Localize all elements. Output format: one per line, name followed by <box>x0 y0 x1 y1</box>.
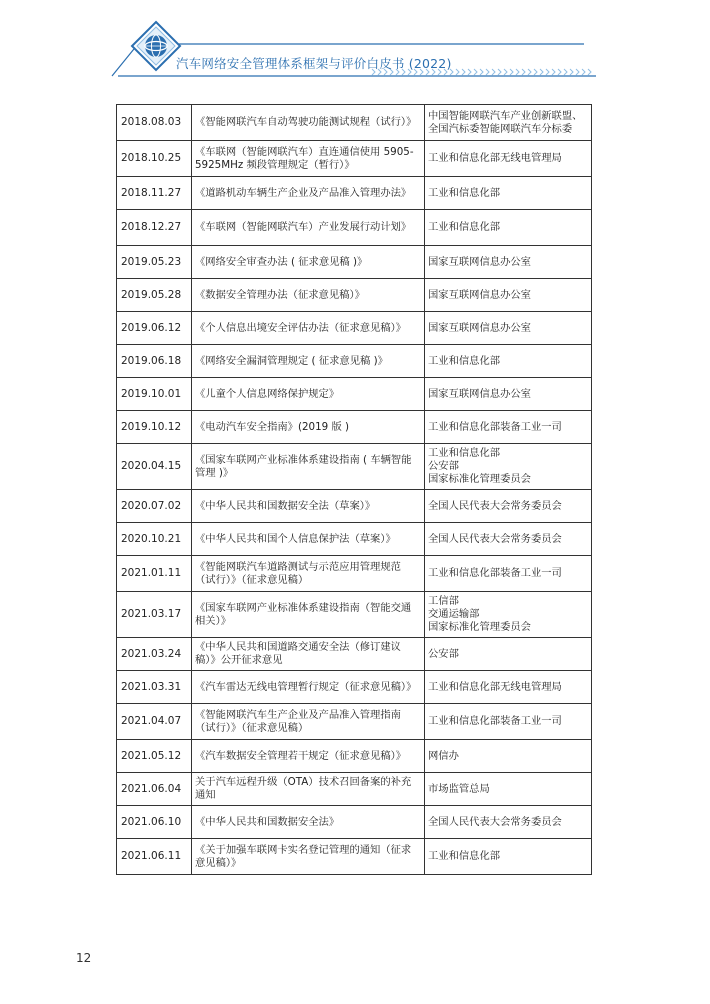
table-row <box>117 490 592 523</box>
table-row <box>117 806 592 839</box>
table-row <box>117 312 592 345</box>
table-row <box>117 210 592 246</box>
table-row <box>117 839 592 875</box>
agency-cell: 工业和信息化部装备工业一司 <box>425 556 592 592</box>
table-row <box>117 246 592 279</box>
document-cell: 《道路机动车辆生产企业及产品准入管理办法》 <box>192 177 425 210</box>
document-cell: 《中华人民共和国数据安全法（草案）》 <box>192 490 425 523</box>
agency-cell: 网信办 <box>425 740 592 773</box>
table-row <box>117 592 592 638</box>
document-cell: 《汽车数据安全管理若干规定（征求意见稿）》 <box>192 740 425 773</box>
date-cell: 2021.01.11 <box>117 556 192 592</box>
document-cell: 《关于加强车联网卡实名登记管理的通知（征求意见稿）》 <box>192 839 425 875</box>
page-header <box>0 0 710 90</box>
date-cell: 2019.05.28 <box>117 279 192 312</box>
table-row <box>117 411 592 444</box>
document-cell: 《国家车联网产业标准体系建设指南 ( 车辆智能管理 )》 <box>192 444 425 490</box>
agency-cell: 中国智能网联汽车产业创新联盟、全国汽标委智能网联汽车分标委 <box>425 105 592 141</box>
document-cell: 《中华人民共和国个人信息保护法（草案）》 <box>192 523 425 556</box>
document-cell: 《数据安全管理办法（征求意见稿）》 <box>192 279 425 312</box>
table-row <box>117 345 592 378</box>
agency-cell: 工业和信息化部无线电管理局 <box>425 671 592 704</box>
date-cell: 2019.10.01 <box>117 378 192 411</box>
date-cell: 2020.07.02 <box>117 490 192 523</box>
agency-cell: 国家互联网信息办公室 <box>425 246 592 279</box>
agency-cell: 工业和信息化部 <box>425 345 592 378</box>
agency-cell: 工业和信息化部 <box>425 839 592 875</box>
agency-cell: 全国人民代表大会常务委员会 <box>425 806 592 839</box>
page-number: 12 <box>76 951 92 965</box>
document-cell: 《智能网联汽车自动驾驶功能测试规程（试行）》 <box>192 105 425 141</box>
document-cell: 《儿童个人信息网络保护规定》 <box>192 378 425 411</box>
table-row <box>117 671 592 704</box>
table-row <box>117 740 592 773</box>
date-cell: 2020.10.21 <box>117 523 192 556</box>
table-row <box>117 378 592 411</box>
date-cell: 2018.10.25 <box>117 141 192 177</box>
agency-cell: 工信部 交通运输部 国家标准化管理委员会 <box>425 592 592 638</box>
agency-cell: 工业和信息化部装备工业一司 <box>425 704 592 740</box>
agency-cell: 市场监管总局 <box>425 773 592 806</box>
document-cell: 《车联网（智能网联汽车）产业发展行动计划》 <box>192 210 425 246</box>
table-row <box>117 773 592 806</box>
document-cell: 关于汽车远程升级（OTA）技术召回备案的补充通知 <box>192 773 425 806</box>
table-row <box>117 444 592 490</box>
date-cell: 2021.03.24 <box>117 638 192 671</box>
table-row <box>117 141 592 177</box>
agency-cell: 全国人民代表大会常务委员会 <box>425 523 592 556</box>
document-cell: 《智能网联汽车道路测试与示范应用管理规范（试行）》（征求意见稿） <box>192 556 425 592</box>
date-cell: 2019.10.12 <box>117 411 192 444</box>
agency-cell: 全国人民代表大会常务委员会 <box>425 490 592 523</box>
agency-cell: 公安部 <box>425 638 592 671</box>
table-row <box>117 105 592 141</box>
shield-globe-logo-icon <box>132 22 180 70</box>
date-cell: 2019.06.18 <box>117 345 192 378</box>
agency-cell: 工业和信息化部 公安部 国家标准化管理委员会 <box>425 444 592 490</box>
date-cell: 2021.03.31 <box>117 671 192 704</box>
document-cell: 《电动汽车安全指南》(2019 版 ) <box>192 411 425 444</box>
agency-cell: 国家互联网信息办公室 <box>425 312 592 345</box>
date-cell: 2019.06.12 <box>117 312 192 345</box>
table-row <box>117 556 592 592</box>
table-row <box>117 279 592 312</box>
date-cell: 2021.03.17 <box>117 592 192 638</box>
date-cell: 2021.06.11 <box>117 839 192 875</box>
document-cell: 《中华人民共和国道路交通安全法（修订建议稿）》公开征求意见 <box>192 638 425 671</box>
table-row <box>117 177 592 210</box>
date-cell: 2018.12.27 <box>117 210 192 246</box>
table-row <box>117 523 592 556</box>
date-cell: 2018.08.03 <box>117 105 192 141</box>
date-cell: 2020.04.15 <box>117 444 192 490</box>
agency-cell: 工业和信息化部装备工业一司 <box>425 411 592 444</box>
document-cell: 《网络安全漏洞管理规定 ( 征求意见稿 )》 <box>192 345 425 378</box>
table-row <box>117 704 592 740</box>
date-cell: 2021.06.04 <box>117 773 192 806</box>
table-row <box>117 638 592 671</box>
agency-cell: 工业和信息化部 <box>425 177 592 210</box>
date-cell: 2021.06.10 <box>117 806 192 839</box>
document-cell: 《中华人民共和国数据安全法》 <box>192 806 425 839</box>
date-cell: 2018.11.27 <box>117 177 192 210</box>
document-cell: 《网络安全审查办法 ( 征求意见稿 )》 <box>192 246 425 279</box>
document-cell: 《车联网（智能网联汽车）直连通信使用 5905-5925MHz 频段管理规定（暂行）》 <box>192 141 425 177</box>
regulation-table <box>116 104 592 875</box>
document-cell: 《国家车联网产业标准体系建设指南（智能交通相关）》 <box>192 592 425 638</box>
document-cell: 《汽车雷达无线电管理暂行规定（征求意见稿）》 <box>192 671 425 704</box>
document-cell: 《个人信息出境安全评估办法（征求意见稿）》 <box>192 312 425 345</box>
document-title: 汽车网络安全管理体系框架与评价白皮书 (2022) <box>176 56 452 71</box>
agency-cell: 工业和信息化部无线电管理局 <box>425 141 592 177</box>
regulation-table-container <box>116 104 591 875</box>
document-cell: 《智能网联汽车生产企业及产品准入管理指南（试行）》（征求意见稿） <box>192 704 425 740</box>
date-cell: 2021.05.12 <box>117 740 192 773</box>
date-cell: 2021.04.07 <box>117 704 192 740</box>
agency-cell: 国家互联网信息办公室 <box>425 378 592 411</box>
regulation-table-body <box>117 105 592 875</box>
date-cell: 2019.05.23 <box>117 246 192 279</box>
agency-cell: 国家互联网信息办公室 <box>425 279 592 312</box>
agency-cell: 工业和信息化部 <box>425 210 592 246</box>
header-decoration <box>0 0 710 90</box>
